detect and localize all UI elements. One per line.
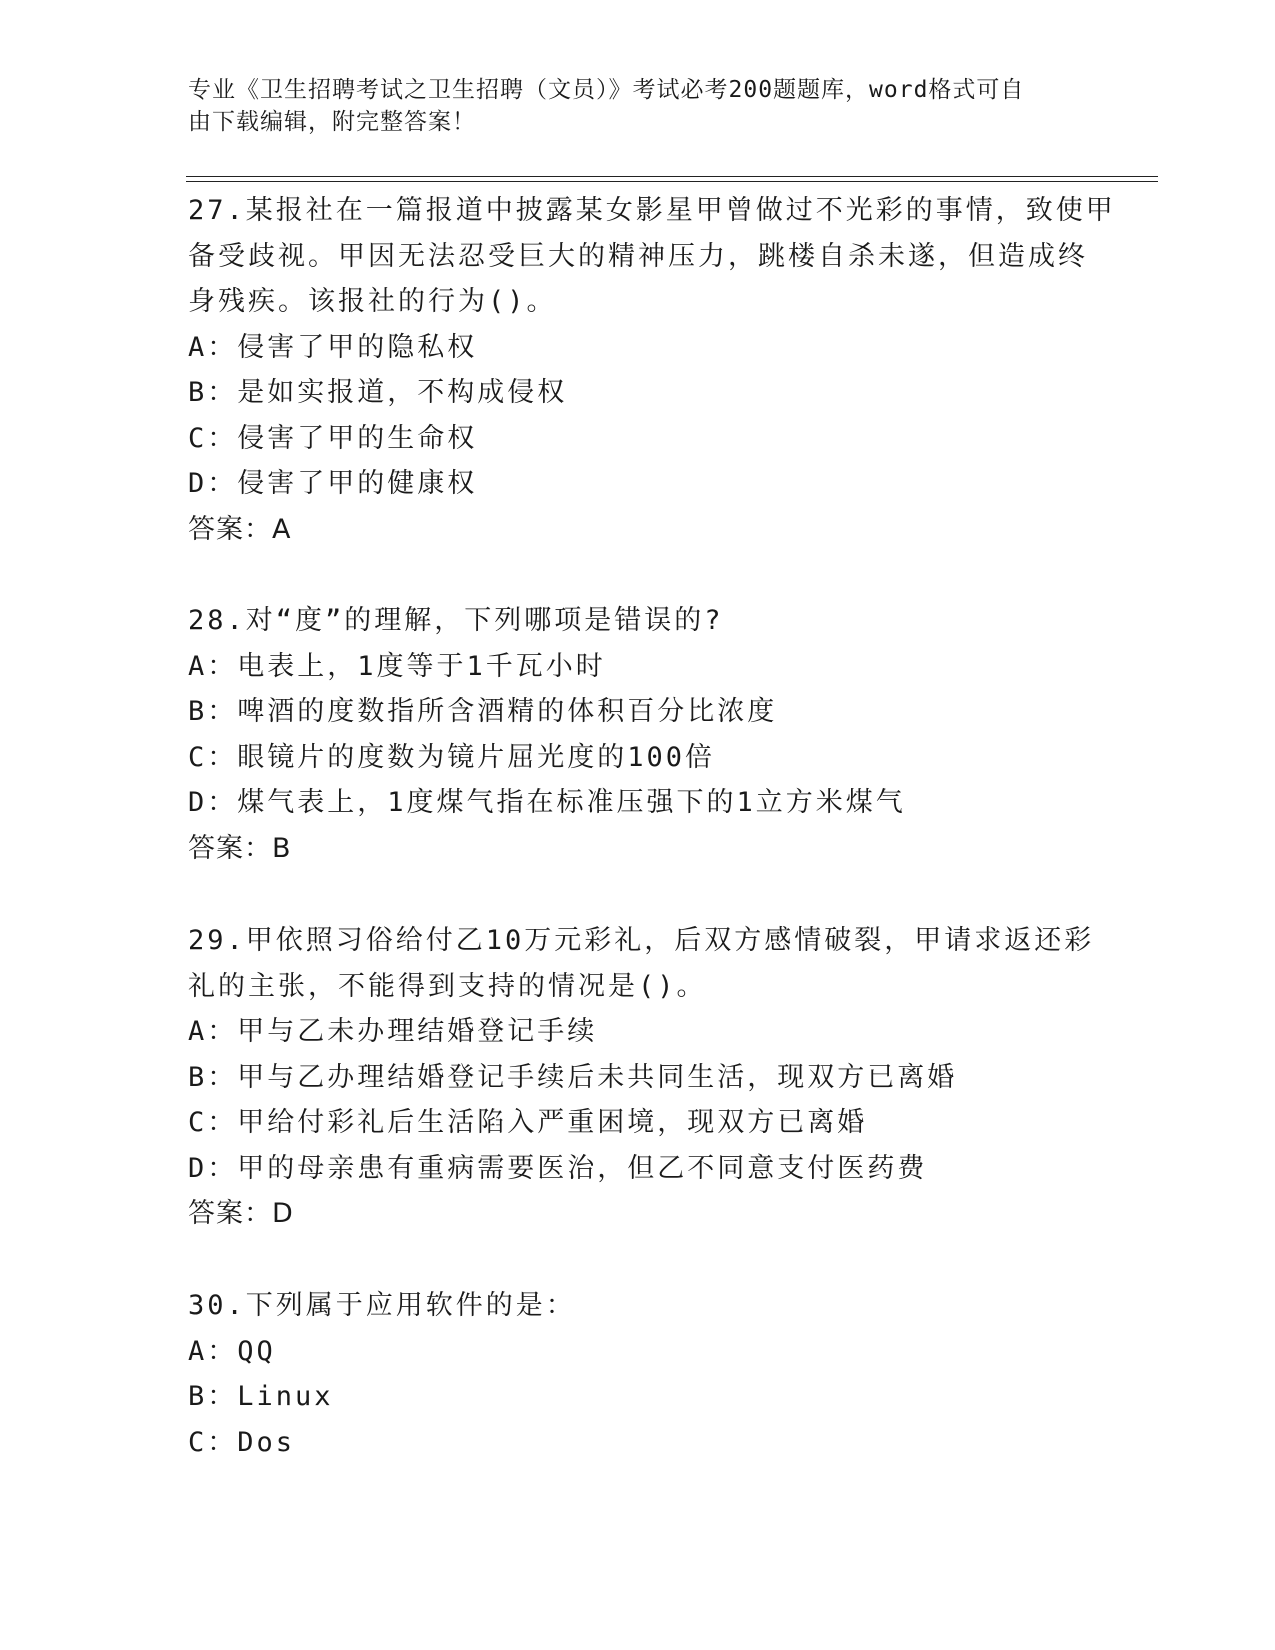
- question-stem-line: 30.下列属于应用软件的是：: [188, 1290, 576, 1321]
- question-29: [188, 918, 1095, 1237]
- option-a: A：甲与乙未办理结婚登记手续: [188, 1016, 598, 1047]
- option-c: C：侵害了甲的生命权: [188, 422, 478, 454]
- option-b: B：是如实报道，不构成侵权: [188, 377, 568, 408]
- option-b: B：啤酒的度数指所含酒精的体积百分比浓度: [188, 696, 778, 727]
- option-b: B：甲与乙办理结婚登记手续后未共同生活，现双方已离婚: [188, 1061, 958, 1093]
- option-b: B：Linux: [188, 1381, 334, 1412]
- question-stem-line: 28.对“度”的理解，下列哪项是错误的?: [188, 605, 724, 636]
- option-a: A：侵害了甲的隐私权: [188, 331, 478, 363]
- question-stem-line: 礼的主张，不能得到支持的情况是()。: [188, 970, 707, 1002]
- option-d: D：煤气表上，1度煤气指在标准压强下的1立方米煤气: [188, 787, 906, 818]
- answer-line: 答案：B: [188, 832, 292, 864]
- header-line-1: 专业《卫生招聘考试之卫生招聘（文员）》考试必考200题题库，word格式可自: [188, 77, 1025, 103]
- question-stem-line: 备受歧视。甲因无法忍受巨大的精神压力，跳楼自杀未遂，但造成终: [188, 240, 1088, 272]
- option-a: A：QQ: [188, 1335, 276, 1367]
- answer-line: 答案：A: [188, 513, 292, 545]
- option-d: D：甲的母亲患有重病需要医治，但乙不同意支付医药费: [188, 1152, 928, 1184]
- option-d: D：侵害了甲的健康权: [188, 468, 478, 499]
- option-c: C：甲给付彩礼后生活陷入严重困境，现双方已离婚: [188, 1107, 868, 1138]
- answer-line: 答案：D: [188, 1198, 294, 1229]
- question-stem-line: 身残疾。该报社的行为()。: [188, 286, 557, 317]
- option-c: C：眼镜片的度数为镜片屈光度的100倍: [188, 741, 716, 773]
- header-divider-top: [186, 176, 1158, 177]
- header-divider-bottom: [186, 181, 1158, 182]
- option-c: C：Dos: [188, 1426, 296, 1458]
- question-27: [188, 188, 1116, 552]
- option-a: A：电表上，1度等于1千瓦小时: [188, 650, 606, 682]
- header-line-2: 由下载编辑，附完整答案！: [188, 109, 476, 135]
- question-stem-line: 29.甲依照习俗给付乙10万元彩礼，后双方感情破裂，甲请求返还彩: [188, 925, 1095, 956]
- document-header: [188, 74, 1088, 138]
- question-stem-line: 27.某报社在一篇报道中披露某女影星甲曾做过不光彩的事情，致使甲: [188, 195, 1116, 226]
- question-30: [188, 1283, 1088, 1465]
- question-28: [188, 598, 1088, 871]
